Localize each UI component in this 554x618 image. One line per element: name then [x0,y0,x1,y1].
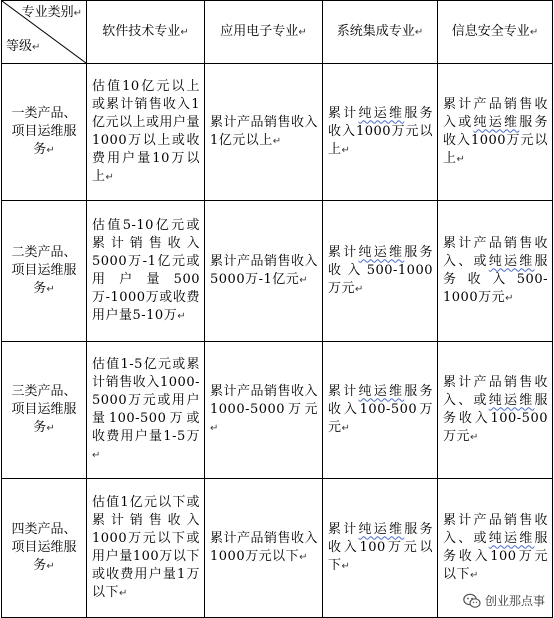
software-cell: 估值10亿元以上或累计销售收入1亿元以上或用户量1000万以上或收费用户量10万以上↵ [87,64,205,201]
wechat-icon [463,593,481,609]
table-row [2,201,553,342]
grade-cell: 一类产品、项目运维服务↵ [2,64,87,201]
header-software: 软件技术专业↵ [87,1,205,64]
corner-header-cell [2,1,87,64]
electronics-cell: 累计产品销售收入1000-5000万元↵ [205,342,323,479]
watermark [460,591,548,610]
header-row [2,1,553,64]
grade-cell: 三类产品、项目运维服务↵ [2,342,87,479]
watermark-text: 创业那点事 [484,594,545,608]
system-integration-cell: 累计纯运维服务收入100-500万元↵ [323,342,438,479]
header-system-integration: 系统集成专业↵ [323,1,438,64]
corner-top-label: 专业类别↵ [21,5,82,20]
system-integration-cell: 累计纯运维服务收入1000万元以上↵ [323,64,438,201]
info-security-cell: 累计产品销售收入或纯运维服务收入1000万元以上↵ [438,64,553,201]
grade-standard-table [1,0,553,618]
software-cell: 估值5-10亿元或累计销售收入5000万-1亿元或用户量500万-1000万或收费用户量5-10万↵ [87,201,205,342]
header-electronics: 应用电子专业↵ [205,1,323,64]
grade-cell: 四类产品、项目运维服务↵ [2,479,87,618]
system-integration-cell: 累计纯运维服务收入500-1000万元↵ [323,201,438,342]
table-row [2,342,553,479]
system-integration-cell: 累计纯运维服务收入100万元以下↵ [323,479,438,618]
header-info-security: 信息安全专业↵ [438,1,553,64]
table-row [2,64,553,201]
corner-bottom-label: 等级↵ [6,39,41,54]
info-security-cell: 累计产品销售收入、或纯运维服务收入100万元以下↵ [438,479,553,618]
electronics-cell: 累计产品销售收入1亿元以上↵ [205,64,323,201]
software-cell: 估值1-5亿元或累计销售收入1000-5000万元或用户量100-500万或收费用户量1-5万↵ [87,342,205,479]
grade-cell: 二类产品、项目运维服务↵ [2,201,87,342]
info-security-cell: 累计产品销售收入、或纯运维服务收入100-500万元↵ [438,342,553,479]
software-cell: 估值1亿元以下或累计销售收入1000万元以下或用户量100万以下或收费用户量1万以下↵ [87,479,205,618]
electronics-cell: 累计产品销售收入1000万元以下↵ [205,479,323,618]
electronics-cell: 累计产品销售收入5000万-1亿元↵ [205,201,323,342]
info-security-cell: 累计产品销售收入、或纯运维服务收入500-1000万元↵ [438,201,553,342]
